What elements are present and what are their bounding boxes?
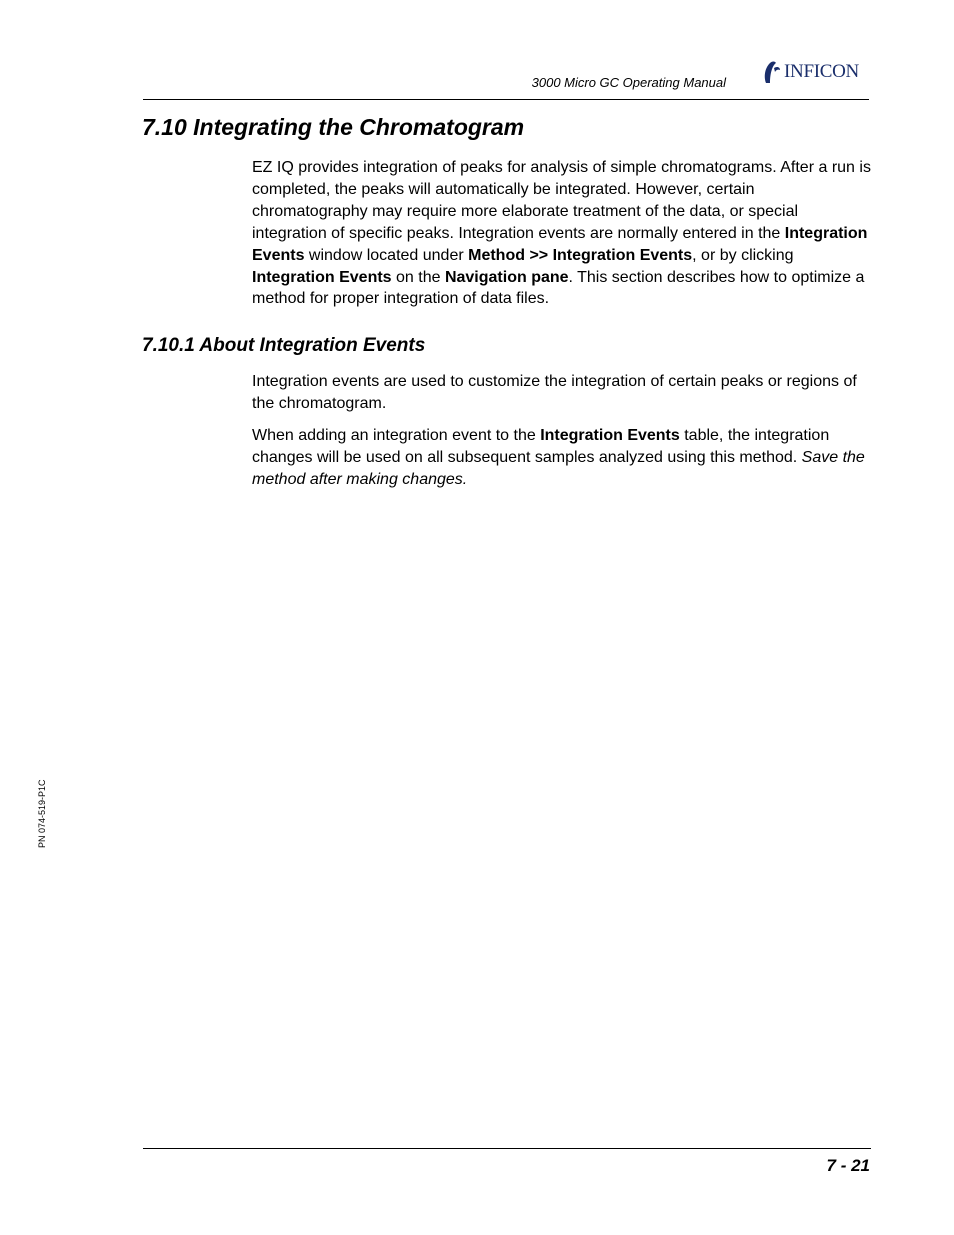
page-number: 7 - 21 bbox=[826, 1156, 870, 1175]
italic-note: Save the method after making changes. bbox=[252, 448, 865, 488]
bold-term: Integration Events bbox=[540, 427, 680, 444]
text-run: EZ IQ provides integration of peaks for analysis of simple chromatograms. After a run is completed, the peaks will automatically be integrated. However, certain chromatography may require more elaborate treatment of the data, or special integration of specific peaks. Integration events are normally entered in the bbox=[252, 159, 871, 242]
bold-term: Method >> Integration Events bbox=[468, 246, 693, 264]
section-heading: 7.10 Integrating the Chromatogram bbox=[142, 114, 525, 140]
section-paragraph bbox=[252, 157, 872, 310]
subsection-paragraph-1: Integration events are used to customize the integration of certain peaks or regions of the chromatogram. bbox=[252, 373, 857, 412]
subsection-paragraph-2 bbox=[252, 425, 872, 491]
text-run: . This section describes how to optimize a method for proper integration of data files. bbox=[252, 268, 865, 308]
bold-term: Integration Events bbox=[252, 268, 392, 286]
inficon-swirl-icon bbox=[760, 60, 782, 84]
text-run: table, the integration changes will be used on all subsequent samples analyzed using this method. bbox=[252, 427, 830, 466]
footer-divider bbox=[143, 1148, 871, 1149]
manual-title: 3000 Micro GC Operating Manual bbox=[531, 75, 726, 90]
header-divider bbox=[143, 99, 869, 100]
bold-term: Integration Events bbox=[252, 224, 868, 264]
logo-wordmark: INFICON bbox=[784, 61, 859, 82]
text-run: , or by clicking bbox=[692, 246, 794, 264]
inficon-logo bbox=[760, 59, 859, 85]
subsection-heading: 7.10.1 About Integration Events bbox=[142, 335, 426, 356]
bold-term: Navigation pane bbox=[444, 268, 569, 286]
text-run: When adding an integration event to the bbox=[252, 427, 541, 444]
text-run: window located under bbox=[304, 246, 469, 264]
part-number-label: PN 074-519-P1C bbox=[37, 779, 47, 848]
text-run: on the bbox=[391, 268, 445, 286]
